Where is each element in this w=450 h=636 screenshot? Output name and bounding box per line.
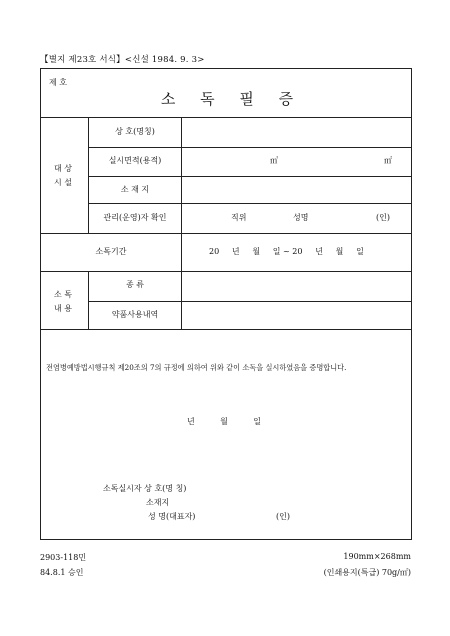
disinfection-certificate-form	[40, 68, 412, 540]
rule-label-divider-period	[181, 233, 182, 271]
signer-business-name: 소독실시자 상 호(명 칭)	[103, 484, 187, 493]
manager-position-label: 직위	[231, 213, 247, 222]
footer-size: 190mm×268mm	[343, 552, 411, 561]
period-value: 20 년 월 일 ~ 20 년 월 일	[209, 247, 364, 256]
footer-paper: (인쇄용지(특급) 70g/㎡)	[323, 568, 411, 577]
rule-label-divider-content	[181, 271, 182, 329]
rule-section-divider-content	[88, 271, 89, 329]
rule-below-content	[41, 329, 411, 330]
field-label-area: 실시면적(용적)	[108, 156, 162, 165]
signer-address: 소재지	[146, 498, 170, 507]
rule-subject-2	[88, 176, 411, 177]
content-section-label-2: 내 용	[54, 304, 72, 313]
period-label: 소독기간	[95, 247, 127, 256]
rule-subject-1	[88, 147, 411, 148]
signer-seal: (인)	[276, 512, 290, 521]
subject-section-label-2: 시 설	[54, 178, 72, 187]
field-label-business-name: 상 호(명칭)	[115, 127, 155, 136]
footer-approval: 84.8.1 승인	[40, 568, 84, 577]
certificate-number-label: 제 호	[49, 78, 67, 87]
field-label-address: 소 재 지	[120, 185, 150, 194]
rule-content-1	[88, 301, 411, 302]
field-label-chemicals: 약품사용내역	[111, 310, 159, 319]
subject-section-label-1: 대 상	[54, 164, 72, 173]
rule-subject-3	[88, 203, 411, 204]
form-annex-label: 【별지 제23호 서식】<신설 1984. 9. 3>	[40, 55, 205, 65]
certification-statement: 전염병예방법시행규칙 제20조의 7의 규정에 의하여 위와 같이 소독을 실시하였음을 증명합니다.	[46, 363, 347, 372]
rule-below-title	[41, 117, 411, 118]
field-label-type: 종 류	[126, 280, 144, 289]
rule-below-period	[41, 271, 411, 272]
manager-seal-label: (인)	[376, 213, 390, 222]
field-label-manager-confirm: 관리(운영)자 확인	[103, 213, 167, 222]
manager-name-label: 성명	[293, 213, 309, 222]
area-unit-area: ㎡	[384, 156, 392, 165]
footer-form-code: 2903-118민	[40, 553, 87, 562]
content-section-label-1: 소 독	[54, 290, 72, 299]
issue-date: 년 월 일	[186, 417, 262, 426]
page-title: 소 독 필 증	[160, 90, 304, 108]
signer-representative: 성 명(대표자)	[148, 512, 196, 521]
rule-label-divider-subject	[181, 117, 182, 233]
rule-section-divider-subject	[88, 117, 89, 233]
rule-below-subject	[41, 233, 411, 234]
area-unit-volume: ㎥	[270, 156, 278, 165]
